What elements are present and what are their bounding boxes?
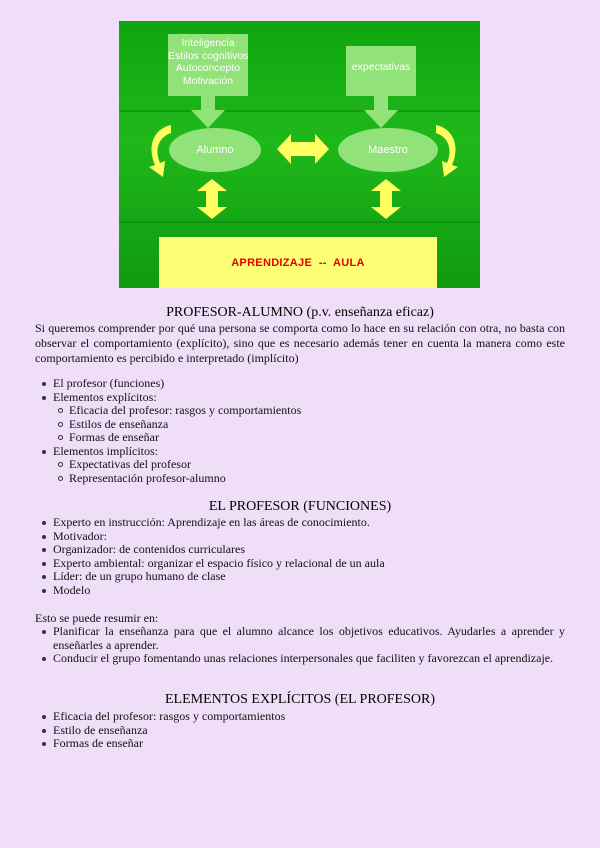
list-item: Planificar la enseñanza para que el alumno alcance los objetivos educativos. Ayudarles a aprender y enseñarles a aprender. xyxy=(35,625,565,652)
list-item: Conducir el grupo fomentando unas relaciones interpersonales que faciliten y favorezcan el aprendizaje. xyxy=(35,652,565,666)
section-title: ELEMENTOS EXPLÍCITOS (EL PROFESOR) xyxy=(164,692,436,707)
double-arrow-icon xyxy=(277,134,329,164)
down-arrow-icon xyxy=(191,96,225,128)
down-arrow-icon xyxy=(364,96,398,128)
sub-list-item: Estilos de enseñanza xyxy=(35,418,565,432)
explicit-elements-list xyxy=(35,710,565,751)
factor-label: Inteligencia xyxy=(181,37,235,49)
student-ellipse xyxy=(169,128,261,172)
student-factors-box xyxy=(168,34,248,96)
list-item: Organizador: de contenidos curriculares xyxy=(35,543,565,557)
functions-list xyxy=(35,516,565,597)
intro-paragraph: Si queremos comprender por qué una persona se comporta como lo hace en su relación con otra, no basta con observar el comportamiento (explícito), sino que es necesario además tener en cuenta la manera como este comportamiento es percibido e interpretado (implícito) xyxy=(35,321,565,365)
sub-list-item: Expectativas del profesor xyxy=(35,458,565,472)
list-item: Eficacia del profesor: rasgos y comportamientos xyxy=(35,710,565,724)
list-item: Motivador: xyxy=(35,530,565,544)
divider xyxy=(119,110,480,112)
expectations-box xyxy=(346,46,416,96)
factor-label: Autoconcepto xyxy=(175,62,241,74)
sub-list-item: Formas de enseñar xyxy=(35,431,565,445)
teaching-diagram xyxy=(119,21,480,288)
section-title: EL PROFESOR (FUNCIONES) xyxy=(208,499,392,514)
curved-arrow-icon xyxy=(432,121,462,179)
summary-intro: Esto se puede resumir en: xyxy=(35,611,159,625)
divider xyxy=(119,221,480,223)
learning-classroom-box xyxy=(159,237,437,288)
list-item: El profesor (funciones) xyxy=(35,377,565,391)
expectations-label: expectativas xyxy=(351,61,411,73)
teacher-ellipse xyxy=(338,128,438,172)
list-item: Elementos implícitos: xyxy=(35,445,565,459)
list-item: Formas de enseñar xyxy=(35,737,565,751)
student-label: Alumno xyxy=(196,144,234,156)
section-title: PROFESOR-ALUMNO (p.v. enseñanza eficaz) xyxy=(166,305,434,320)
learning-classroom-label: APRENDIZAJE -- AULA xyxy=(231,256,365,269)
factor-label: Estilos cognitivos xyxy=(168,49,249,62)
vertical-double-arrow-icon xyxy=(371,179,401,219)
teacher-label: Maestro xyxy=(368,144,408,156)
list-item: Experto en instrucción: Aprendizaje en las áreas de conocimiento. xyxy=(35,516,565,530)
bullet-list xyxy=(35,377,565,485)
curved-arrow-icon xyxy=(145,121,173,179)
factor-label: Motivación xyxy=(182,74,234,87)
list-item: Elementos explícitos: xyxy=(35,391,565,405)
list-item: Modelo xyxy=(35,584,565,598)
list-item: Experto ambiental: organizar el espacio físico y relacional de un aula xyxy=(35,557,565,571)
list-item: Estilo de enseñanza xyxy=(35,724,565,738)
sub-list-item: Representación profesor-alumno xyxy=(35,472,565,486)
list-item: Líder: de un grupo humano de clase xyxy=(35,570,565,584)
vertical-double-arrow-icon xyxy=(197,179,227,219)
summary-list xyxy=(35,625,565,666)
sub-list-item: Eficacia del profesor: rasgos y comportamientos xyxy=(35,404,565,418)
